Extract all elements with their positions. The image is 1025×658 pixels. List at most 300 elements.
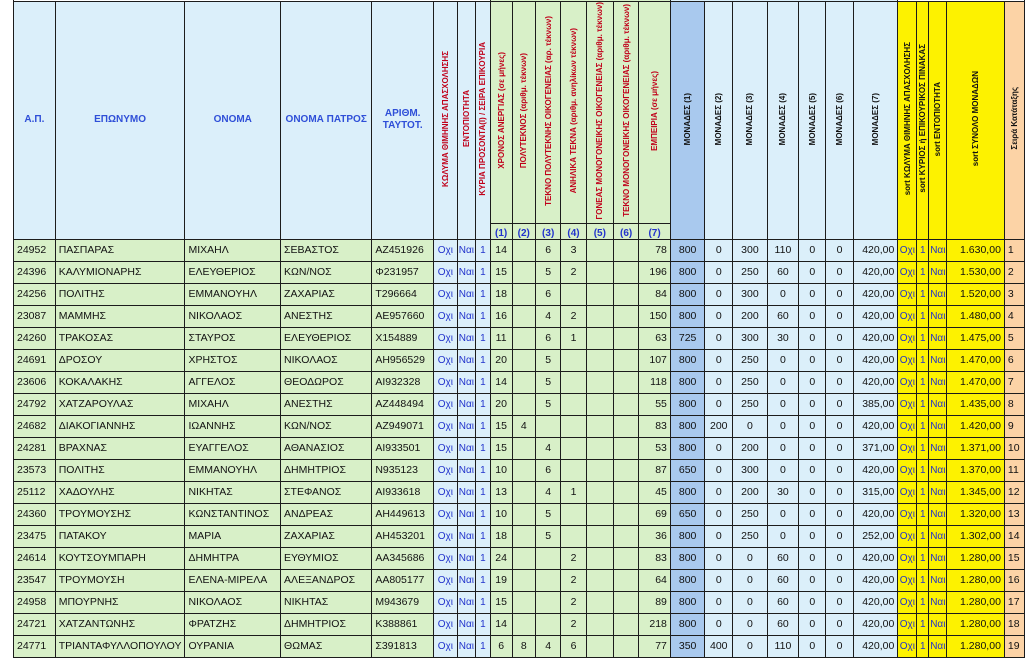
cell-s_ent[interactable]: Ναι bbox=[929, 349, 947, 371]
cell-m-3[interactable]: 0 bbox=[767, 349, 799, 371]
cell-m-5[interactable]: 0 bbox=[826, 613, 853, 635]
cell-c-5[interactable] bbox=[613, 327, 638, 349]
cell-name[interactable]: ΝΙΚΟΛΑΟΣ bbox=[185, 305, 281, 327]
cell-rank[interactable]: 12 bbox=[1004, 481, 1024, 503]
cell-s_ent[interactable]: Ναι bbox=[929, 481, 947, 503]
cell-c-4[interactable] bbox=[586, 635, 613, 657]
cell-s_kyr[interactable]: 1 bbox=[917, 503, 929, 525]
cell-ap[interactable]: 24281 bbox=[14, 437, 56, 459]
cell-surname[interactable]: ΠΟΛΙΤΗΣ bbox=[55, 283, 185, 305]
cell-m-0[interactable]: 800 bbox=[670, 481, 704, 503]
cell-s_kyr[interactable]: 1 bbox=[917, 525, 929, 547]
cell-s_ent[interactable]: Ναι bbox=[929, 569, 947, 591]
cell-kyr[interactable]: 1 bbox=[475, 525, 490, 547]
cell-m-1[interactable]: 0 bbox=[705, 613, 733, 635]
table-row[interactable] bbox=[14, 393, 1025, 415]
cell-rank[interactable]: 19 bbox=[1004, 635, 1024, 657]
cell-c-2[interactable]: 4 bbox=[536, 305, 561, 327]
cell-ent[interactable]: Ναι bbox=[457, 415, 475, 437]
cell-father[interactable]: ΘΩΜΑΣ bbox=[281, 635, 372, 657]
cell-rank[interactable]: 13 bbox=[1004, 503, 1024, 525]
cell-s_kol[interactable]: Οχι bbox=[898, 327, 917, 349]
col-header-monades-6[interactable]: ΜΟΝΑΔΕΣ (6) bbox=[826, 2, 853, 240]
cell-s_kyr[interactable]: 1 bbox=[917, 283, 929, 305]
cell-kol[interactable]: Οχι bbox=[434, 613, 458, 635]
cell-s_kyr[interactable]: 1 bbox=[917, 371, 929, 393]
cell-c-1[interactable] bbox=[512, 613, 535, 635]
cell-c-2[interactable] bbox=[536, 613, 561, 635]
cell-kol[interactable]: Οχι bbox=[434, 415, 458, 437]
cell-surname[interactable]: ΠΑΣΠΑΡΑΣ bbox=[55, 239, 185, 261]
cell-c-5[interactable] bbox=[613, 591, 638, 613]
cell-m-0[interactable]: 650 bbox=[670, 459, 704, 481]
cell-name[interactable]: ΕΛΕΝΑ-ΜΙΡΕΛΑ bbox=[185, 569, 281, 591]
cell-m-0[interactable]: 800 bbox=[670, 547, 704, 569]
cell-surname[interactable]: ΔΡΟΣΟΥ bbox=[55, 349, 185, 371]
cell-c-1[interactable] bbox=[512, 503, 535, 525]
cell-kol[interactable]: Οχι bbox=[434, 481, 458, 503]
cell-c-4[interactable] bbox=[586, 547, 613, 569]
cell-s_kyr[interactable]: 1 bbox=[917, 349, 929, 371]
cell-m-5[interactable]: 0 bbox=[826, 261, 853, 283]
cell-s_kyr[interactable]: 1 bbox=[917, 481, 929, 503]
cell-s_ent[interactable]: Ναι bbox=[929, 371, 947, 393]
cell-c-0[interactable]: 14 bbox=[490, 613, 512, 635]
col-header-crit-4[interactable]: ΑΝΗΛΙΚΑ ΤΕΚΝΑ (αριθμ. ανηλίκων τέκνων) bbox=[561, 2, 586, 224]
cell-m-0[interactable]: 800 bbox=[670, 305, 704, 327]
cell-ap[interactable]: 24958 bbox=[14, 591, 56, 613]
cell-m-2[interactable]: 0 bbox=[733, 635, 767, 657]
cell-c-3[interactable]: 2 bbox=[561, 261, 586, 283]
cell-m-2[interactable]: 250 bbox=[733, 393, 767, 415]
cell-m-6[interactable]: 420,00 bbox=[853, 591, 898, 613]
cell-m-4[interactable]: 0 bbox=[799, 305, 826, 327]
cell-c-2[interactable] bbox=[536, 569, 561, 591]
cell-id[interactable]: ΑΗ449613 bbox=[372, 503, 434, 525]
cell-s_ent[interactable]: Ναι bbox=[929, 459, 947, 481]
cell-surname[interactable]: ΧΑΤΖΑΝΤΩΝΗΣ bbox=[55, 613, 185, 635]
cell-m-5[interactable]: 0 bbox=[826, 569, 853, 591]
cell-m-1[interactable]: 0 bbox=[705, 393, 733, 415]
cell-m-4[interactable]: 0 bbox=[799, 481, 826, 503]
cell-surname[interactable]: ΠΟΛΙΤΗΣ bbox=[55, 459, 185, 481]
cell-s_kyr[interactable]: 1 bbox=[917, 547, 929, 569]
cell-s_kol[interactable]: Οχι bbox=[898, 591, 917, 613]
cell-s_ent[interactable]: Ναι bbox=[929, 547, 947, 569]
cell-s_kol[interactable]: Οχι bbox=[898, 371, 917, 393]
cell-s_ent[interactable]: Ναι bbox=[929, 393, 947, 415]
cell-ent[interactable]: Ναι bbox=[457, 481, 475, 503]
cell-s_kol[interactable]: Οχι bbox=[898, 569, 917, 591]
cell-kyr[interactable]: 1 bbox=[475, 547, 490, 569]
cell-m-2[interactable]: 250 bbox=[733, 349, 767, 371]
cell-ent[interactable]: Ναι bbox=[457, 393, 475, 415]
cell-m-4[interactable]: 0 bbox=[799, 591, 826, 613]
cell-kol[interactable]: Οχι bbox=[434, 437, 458, 459]
cell-rank[interactable]: 16 bbox=[1004, 569, 1024, 591]
cell-s_kol[interactable]: Οχι bbox=[898, 261, 917, 283]
cell-surname[interactable]: ΠΑΤΑΚΟΥ bbox=[55, 525, 185, 547]
cell-c-5[interactable] bbox=[613, 525, 638, 547]
cell-c-6[interactable]: 78 bbox=[639, 239, 671, 261]
cell-father[interactable]: ΣΤΕΦΑΝΟΣ bbox=[281, 481, 372, 503]
cell-rank[interactable]: 4 bbox=[1004, 305, 1024, 327]
cell-rank[interactable]: 3 bbox=[1004, 283, 1024, 305]
cell-id[interactable]: ΑΖ448494 bbox=[372, 393, 434, 415]
cell-s_ent[interactable]: Ναι bbox=[929, 261, 947, 283]
cell-c-4[interactable] bbox=[586, 481, 613, 503]
cell-m-5[interactable]: 0 bbox=[826, 305, 853, 327]
col-header-crit-7[interactable]: ΕΜΠΕΙΡΙΑ (σε μήνες) bbox=[639, 2, 671, 224]
cell-m-4[interactable]: 0 bbox=[799, 415, 826, 437]
cell-id[interactable]: Φ231957 bbox=[372, 261, 434, 283]
cell-kol[interactable]: Οχι bbox=[434, 239, 458, 261]
cell-kyr[interactable]: 1 bbox=[475, 591, 490, 613]
cell-surname[interactable]: ΤΡΑΚΟΣΑΣ bbox=[55, 327, 185, 349]
col-header-surname[interactable]: ΕΠΩΝΥΜΟ bbox=[55, 2, 185, 240]
cell-father[interactable]: ΝΙΚΟΛΑΟΣ bbox=[281, 349, 372, 371]
cell-name[interactable]: ΕΜΜΑΝΟΥΗΛ bbox=[185, 459, 281, 481]
cell-c-4[interactable] bbox=[586, 503, 613, 525]
cell-ap[interactable]: 24721 bbox=[14, 613, 56, 635]
table-row[interactable] bbox=[14, 239, 1025, 261]
cell-s_kyr[interactable]: 1 bbox=[917, 613, 929, 635]
cell-c-5[interactable] bbox=[613, 305, 638, 327]
cell-m-3[interactable]: 60 bbox=[767, 261, 799, 283]
col-header-sort-kyria[interactable]: sort ΚΥΡΙΟΣ ή ΕΠΙΚΟΥΡΙΚΟΣ ΠΙΝΑΚΑΣ bbox=[917, 2, 929, 240]
cell-c-4[interactable] bbox=[586, 437, 613, 459]
cell-c-3[interactable]: 2 bbox=[561, 613, 586, 635]
cell-c-0[interactable]: 16 bbox=[490, 305, 512, 327]
cell-m-1[interactable]: 0 bbox=[705, 371, 733, 393]
cell-id[interactable]: Τ296664 bbox=[372, 283, 434, 305]
cell-m-2[interactable]: 300 bbox=[733, 283, 767, 305]
cell-ent[interactable]: Ναι bbox=[457, 591, 475, 613]
cell-c-4[interactable] bbox=[586, 327, 613, 349]
cell-c-1[interactable] bbox=[512, 305, 535, 327]
cell-total[interactable]: 1.520,00 bbox=[947, 283, 1004, 305]
cell-m-6[interactable]: 315,00 bbox=[853, 481, 898, 503]
cell-c-0[interactable]: 14 bbox=[490, 239, 512, 261]
cell-m-2[interactable]: 200 bbox=[733, 481, 767, 503]
cell-s_kyr[interactable]: 1 bbox=[917, 393, 929, 415]
cell-ap[interactable]: 25112 bbox=[14, 481, 56, 503]
cell-total[interactable]: 1.320,00 bbox=[947, 503, 1004, 525]
col-header-crit-5[interactable]: ΓΟΝΕΑΣ ΜΟΝΟΓΟΝΕΙΚΗΣ ΟΙΚΟΓΕΝΕΙΑΣ (αριθμ. τέκνων) bbox=[586, 2, 613, 224]
cell-c-6[interactable]: 107 bbox=[639, 349, 671, 371]
cell-c-3[interactable] bbox=[561, 459, 586, 481]
cell-c-6[interactable]: 63 bbox=[639, 327, 671, 349]
cell-m-3[interactable]: 0 bbox=[767, 393, 799, 415]
col-header-ap[interactable]: Α.Π. bbox=[14, 2, 56, 240]
cell-m-3[interactable]: 110 bbox=[767, 239, 799, 261]
cell-id[interactable]: ΑΙ933618 bbox=[372, 481, 434, 503]
cell-total[interactable]: 1.530,00 bbox=[947, 261, 1004, 283]
cell-rank[interactable]: 14 bbox=[1004, 525, 1024, 547]
cell-surname[interactable]: ΧΑΤΖΑΡΟΥΛΑΣ bbox=[55, 393, 185, 415]
cell-rank[interactable]: 9 bbox=[1004, 415, 1024, 437]
cell-kyr[interactable]: 1 bbox=[475, 371, 490, 393]
cell-kol[interactable]: Οχι bbox=[434, 371, 458, 393]
cell-ap[interactable]: 24771 bbox=[14, 635, 56, 657]
cell-m-3[interactable]: 110 bbox=[767, 635, 799, 657]
cell-name[interactable]: ΕΜΜΑΝΟΥΗΛ bbox=[185, 283, 281, 305]
cell-m-4[interactable]: 0 bbox=[799, 569, 826, 591]
cell-surname[interactable]: ΤΡΟΥΜΟΥΣΗ bbox=[55, 569, 185, 591]
cell-m-0[interactable]: 800 bbox=[670, 525, 704, 547]
cell-kyr[interactable]: 1 bbox=[475, 349, 490, 371]
cell-c-5[interactable] bbox=[613, 437, 638, 459]
cell-m-6[interactable]: 420,00 bbox=[853, 261, 898, 283]
cell-m-5[interactable]: 0 bbox=[826, 349, 853, 371]
cell-c-4[interactable] bbox=[586, 415, 613, 437]
table-row[interactable] bbox=[14, 261, 1025, 283]
cell-m-1[interactable]: 0 bbox=[705, 547, 733, 569]
cell-total[interactable]: 1.345,00 bbox=[947, 481, 1004, 503]
cell-c-0[interactable]: 18 bbox=[490, 525, 512, 547]
cell-id[interactable]: ΑΖ451926 bbox=[372, 239, 434, 261]
table-row[interactable] bbox=[14, 503, 1025, 525]
table-row[interactable] bbox=[14, 613, 1025, 635]
cell-c-6[interactable]: 89 bbox=[639, 591, 671, 613]
cell-m-6[interactable]: 420,00 bbox=[853, 569, 898, 591]
cell-id[interactable]: Χ154889 bbox=[372, 327, 434, 349]
cell-c-4[interactable] bbox=[586, 459, 613, 481]
cell-c-0[interactable]: 15 bbox=[490, 261, 512, 283]
cell-m-3[interactable]: 30 bbox=[767, 481, 799, 503]
cell-c-4[interactable] bbox=[586, 613, 613, 635]
cell-total[interactable]: 1.470,00 bbox=[947, 371, 1004, 393]
cell-surname[interactable]: ΧΑΔΟΥΛΗΣ bbox=[55, 481, 185, 503]
cell-name[interactable]: ΕΥΑΓΓΕΛΟΣ bbox=[185, 437, 281, 459]
cell-ap[interactable]: 23573 bbox=[14, 459, 56, 481]
table-row[interactable] bbox=[14, 371, 1025, 393]
cell-c-1[interactable] bbox=[512, 239, 535, 261]
col-header-monades-3[interactable]: ΜΟΝΑΔΕΣ (3) bbox=[733, 2, 767, 240]
cell-c-3[interactable] bbox=[561, 525, 586, 547]
cell-kol[interactable]: Οχι bbox=[434, 591, 458, 613]
table-row[interactable] bbox=[14, 547, 1025, 569]
col-header-monades-4[interactable]: ΜΟΝΑΔΕΣ (4) bbox=[767, 2, 799, 240]
cell-c-6[interactable]: 196 bbox=[639, 261, 671, 283]
cell-m-0[interactable]: 800 bbox=[670, 569, 704, 591]
cell-c-1[interactable] bbox=[512, 569, 535, 591]
cell-s_kol[interactable]: Οχι bbox=[898, 393, 917, 415]
cell-m-5[interactable]: 0 bbox=[826, 371, 853, 393]
cell-id[interactable]: Κ388861 bbox=[372, 613, 434, 635]
cell-c-2[interactable]: 4 bbox=[536, 437, 561, 459]
cell-c-3[interactable]: 1 bbox=[561, 481, 586, 503]
cell-m-3[interactable]: 0 bbox=[767, 503, 799, 525]
cell-ent[interactable]: Ναι bbox=[457, 459, 475, 481]
cell-c-1[interactable] bbox=[512, 371, 535, 393]
col-header-kolyma[interactable]: ΚΩΛΥΜΑ ΘΙΜΗΝΗΣ ΑΠΑΣΧΟΛΗΣΗΣ bbox=[434, 2, 458, 240]
cell-name[interactable]: ΙΩΑΝΝΗΣ bbox=[185, 415, 281, 437]
cell-m-6[interactable]: 420,00 bbox=[853, 327, 898, 349]
cell-c-0[interactable]: 6 bbox=[490, 635, 512, 657]
cell-ent[interactable]: Ναι bbox=[457, 261, 475, 283]
cell-kyr[interactable]: 1 bbox=[475, 305, 490, 327]
cell-m-2[interactable]: 0 bbox=[733, 613, 767, 635]
table-row[interactable] bbox=[14, 437, 1025, 459]
cell-s_ent[interactable]: Ναι bbox=[929, 327, 947, 349]
cell-m-4[interactable]: 0 bbox=[799, 613, 826, 635]
cell-rank[interactable]: 11 bbox=[1004, 459, 1024, 481]
cell-m-0[interactable]: 800 bbox=[670, 283, 704, 305]
cell-c-0[interactable]: 10 bbox=[490, 459, 512, 481]
cell-c-3[interactable] bbox=[561, 371, 586, 393]
cell-m-2[interactable]: 250 bbox=[733, 503, 767, 525]
cell-ent[interactable]: Ναι bbox=[457, 349, 475, 371]
cell-c-4[interactable] bbox=[586, 371, 613, 393]
cell-m-1[interactable]: 0 bbox=[705, 503, 733, 525]
cell-m-3[interactable]: 60 bbox=[767, 613, 799, 635]
cell-ap[interactable]: 24952 bbox=[14, 239, 56, 261]
cell-kyr[interactable]: 1 bbox=[475, 569, 490, 591]
cell-rank[interactable]: 6 bbox=[1004, 349, 1024, 371]
cell-c-1[interactable] bbox=[512, 481, 535, 503]
cell-c-0[interactable]: 18 bbox=[490, 283, 512, 305]
cell-c-5[interactable] bbox=[613, 261, 638, 283]
cell-c-2[interactable]: 5 bbox=[536, 371, 561, 393]
cell-m-4[interactable]: 0 bbox=[799, 525, 826, 547]
cell-m-6[interactable]: 420,00 bbox=[853, 547, 898, 569]
cell-father[interactable]: ΖΑΧΑΡΙΑΣ bbox=[281, 283, 372, 305]
cell-c-3[interactable] bbox=[561, 393, 586, 415]
table-row[interactable] bbox=[14, 591, 1025, 613]
cell-m-1[interactable]: 0 bbox=[705, 569, 733, 591]
cell-rank[interactable]: 10 bbox=[1004, 437, 1024, 459]
cell-rank[interactable]: 7 bbox=[1004, 371, 1024, 393]
cell-ent[interactable]: Ναι bbox=[457, 503, 475, 525]
cell-c-3[interactable] bbox=[561, 283, 586, 305]
cell-c-5[interactable] bbox=[613, 503, 638, 525]
cell-father[interactable]: ΑΝΕΣΤΗΣ bbox=[281, 305, 372, 327]
cell-c-3[interactable]: 2 bbox=[561, 591, 586, 613]
cell-c-6[interactable]: 83 bbox=[639, 415, 671, 437]
cell-s_kyr[interactable]: 1 bbox=[917, 305, 929, 327]
cell-c-1[interactable] bbox=[512, 327, 535, 349]
cell-name[interactable]: ΝΙΚΟΛΑΟΣ bbox=[185, 591, 281, 613]
cell-c-0[interactable]: 20 bbox=[490, 393, 512, 415]
cell-m-3[interactable]: 0 bbox=[767, 437, 799, 459]
cell-ap[interactable]: 24614 bbox=[14, 547, 56, 569]
cell-c-1[interactable] bbox=[512, 547, 535, 569]
cell-s_kyr[interactable]: 1 bbox=[917, 239, 929, 261]
cell-m-3[interactable]: 60 bbox=[767, 591, 799, 613]
cell-rank[interactable]: 18 bbox=[1004, 613, 1024, 635]
cell-c-0[interactable]: 24 bbox=[490, 547, 512, 569]
cell-m-1[interactable]: 400 bbox=[705, 635, 733, 657]
cell-m-6[interactable]: 420,00 bbox=[853, 371, 898, 393]
cell-s_kol[interactable]: Οχι bbox=[898, 503, 917, 525]
cell-c-2[interactable]: 6 bbox=[536, 327, 561, 349]
cell-c-3[interactable] bbox=[561, 503, 586, 525]
cell-id[interactable]: Μ943679 bbox=[372, 591, 434, 613]
cell-surname[interactable]: ΤΡΟΥΜΟΥΣΗΣ bbox=[55, 503, 185, 525]
cell-kol[interactable]: Οχι bbox=[434, 327, 458, 349]
cell-m-0[interactable]: 800 bbox=[670, 261, 704, 283]
cell-m-0[interactable]: 800 bbox=[670, 591, 704, 613]
cell-c-3[interactable]: 1 bbox=[561, 327, 586, 349]
cell-c-4[interactable] bbox=[586, 349, 613, 371]
cell-m-4[interactable]: 0 bbox=[799, 349, 826, 371]
cell-c-5[interactable] bbox=[613, 459, 638, 481]
cell-c-1[interactable] bbox=[512, 591, 535, 613]
cell-c-2[interactable]: 5 bbox=[536, 261, 561, 283]
cell-name[interactable]: ΦΡΑΤΖΗΣ bbox=[185, 613, 281, 635]
col-header-crit-6[interactable]: ΤΕΚΝΟ ΜΟΝΟΓΟΝΕΙΚΗΣ ΟΙΚΟΓΕΝΕΙΑΣ (αριθμ. τέκνων) bbox=[613, 2, 638, 224]
cell-total[interactable]: 1.280,00 bbox=[947, 569, 1004, 591]
cell-m-2[interactable]: 0 bbox=[733, 547, 767, 569]
cell-m-2[interactable]: 200 bbox=[733, 437, 767, 459]
cell-c-0[interactable]: 14 bbox=[490, 371, 512, 393]
cell-m-2[interactable]: 0 bbox=[733, 591, 767, 613]
cell-m-4[interactable]: 0 bbox=[799, 283, 826, 305]
col-header-sort-kolyma[interactable]: sort ΚΩΛΥΜΑ ΘΙΜΗΝΗΣ ΑΠΑΣΧΟΛΗΣΗΣ bbox=[898, 2, 917, 240]
cell-id[interactable]: Ν935123 bbox=[372, 459, 434, 481]
cell-father[interactable]: ΘΕΟΔΩΡΟΣ bbox=[281, 371, 372, 393]
cell-c-2[interactable]: 6 bbox=[536, 283, 561, 305]
cell-m-2[interactable]: 300 bbox=[733, 327, 767, 349]
cell-ap[interactable]: 24792 bbox=[14, 393, 56, 415]
cell-m-3[interactable]: 60 bbox=[767, 547, 799, 569]
cell-total[interactable]: 1.470,00 bbox=[947, 349, 1004, 371]
cell-c-0[interactable]: 13 bbox=[490, 481, 512, 503]
table-row[interactable] bbox=[14, 481, 1025, 503]
cell-kol[interactable]: Οχι bbox=[434, 261, 458, 283]
cell-s_ent[interactable]: Ναι bbox=[929, 525, 947, 547]
cell-c-0[interactable]: 11 bbox=[490, 327, 512, 349]
cell-m-0[interactable]: 725 bbox=[670, 327, 704, 349]
cell-c-0[interactable]: 15 bbox=[490, 591, 512, 613]
cell-rank[interactable]: 8 bbox=[1004, 393, 1024, 415]
cell-m-1[interactable]: 0 bbox=[705, 327, 733, 349]
cell-m-2[interactable]: 250 bbox=[733, 371, 767, 393]
cell-m-6[interactable]: 420,00 bbox=[853, 305, 898, 327]
cell-m-2[interactable]: 200 bbox=[733, 305, 767, 327]
cell-id[interactable]: ΑΑ345686 bbox=[372, 547, 434, 569]
cell-m-1[interactable]: 0 bbox=[705, 437, 733, 459]
cell-name[interactable]: ΣΤΑΥΡΟΣ bbox=[185, 327, 281, 349]
cell-name[interactable]: ΔΗΜΗΤΡΑ bbox=[185, 547, 281, 569]
cell-father[interactable]: ΚΩΝ/ΝΟΣ bbox=[281, 261, 372, 283]
cell-m-5[interactable]: 0 bbox=[826, 481, 853, 503]
cell-total[interactable]: 1.280,00 bbox=[947, 613, 1004, 635]
cell-s_ent[interactable]: Ναι bbox=[929, 437, 947, 459]
cell-s_kol[interactable]: Οχι bbox=[898, 547, 917, 569]
cell-s_kyr[interactable]: 1 bbox=[917, 261, 929, 283]
cell-c-6[interactable]: 69 bbox=[639, 503, 671, 525]
cell-s_kol[interactable]: Οχι bbox=[898, 283, 917, 305]
cell-m-4[interactable]: 0 bbox=[799, 503, 826, 525]
table-row[interactable] bbox=[14, 415, 1025, 437]
cell-kyr[interactable]: 1 bbox=[475, 283, 490, 305]
cell-father[interactable]: ΖΑΧΑΡΙΑΣ bbox=[281, 525, 372, 547]
cell-kol[interactable]: Οχι bbox=[434, 547, 458, 569]
cell-father[interactable]: ΔΗΜΗΤΡΙΟΣ bbox=[281, 613, 372, 635]
cell-c-2[interactable]: 5 bbox=[536, 393, 561, 415]
cell-m-6[interactable]: 252,00 bbox=[853, 525, 898, 547]
cell-m-6[interactable]: 420,00 bbox=[853, 283, 898, 305]
col-header-entopiotita[interactable]: ΕΝΤΟΠΙΟΤΗΤΑ bbox=[457, 2, 475, 240]
cell-id[interactable]: ΑΕ957660 bbox=[372, 305, 434, 327]
cell-rank[interactable]: 17 bbox=[1004, 591, 1024, 613]
cell-father[interactable]: ΑΝΕΣΤΗΣ bbox=[281, 393, 372, 415]
col-header-monades-5[interactable]: ΜΟΝΑΔΕΣ (5) bbox=[799, 2, 826, 240]
cell-c-6[interactable]: 64 bbox=[639, 569, 671, 591]
cell-kyr[interactable]: 1 bbox=[475, 459, 490, 481]
